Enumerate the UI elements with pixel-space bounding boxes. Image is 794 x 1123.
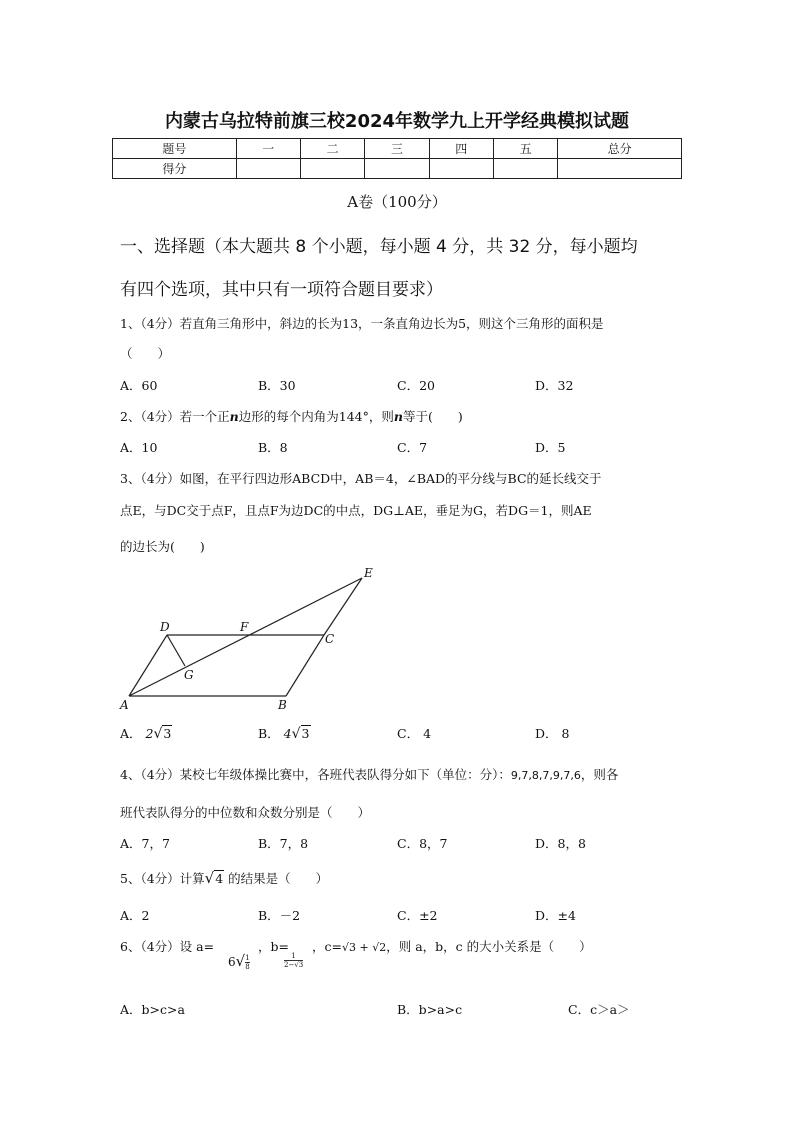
q3-option-c-value: 4 bbox=[423, 726, 432, 741]
q3-option-b-coef: 4 bbox=[283, 726, 292, 741]
q6-c-and-tail bbox=[312, 937, 592, 955]
q3-option-a bbox=[120, 724, 172, 742]
q6-a-fraction bbox=[245, 954, 249, 971]
q3-option-a-coef: 2 bbox=[145, 726, 154, 741]
q6-option-c: C．c＞a＞ bbox=[568, 1002, 630, 1017]
q4-option-a: A．7，7 bbox=[120, 836, 170, 851]
q1-option-d: D．32 bbox=[535, 378, 574, 393]
score-cell[interactable] bbox=[429, 159, 493, 179]
q5-option-a: A．2 bbox=[120, 908, 150, 923]
segment-ce bbox=[324, 578, 362, 635]
exam-title: 内蒙古乌拉特前旗三校2024年数学九上开学经典模拟试题 bbox=[164, 111, 630, 132]
q3-option-d-value: 8 bbox=[561, 726, 570, 741]
q3-option-a-radicand: 3 bbox=[163, 726, 172, 741]
score-header-cell: 一 bbox=[236, 139, 300, 159]
score-table-header-row bbox=[113, 139, 682, 159]
q6-a-coefficient: 6 bbox=[228, 955, 236, 969]
point-label-e: E bbox=[364, 566, 373, 580]
score-header-cell: 题号 bbox=[113, 139, 237, 159]
score-header-cell: 五 bbox=[493, 139, 557, 159]
score-row-label: 得分 bbox=[113, 159, 237, 179]
q4-text-pre: 4、（4分）某校七年级体操比赛中，各班代表队得分如下（单位：分）： bbox=[120, 767, 511, 782]
question-3-text-cont2: 的边长为( ) bbox=[120, 539, 205, 554]
q6-a-numerator: 1 bbox=[245, 954, 250, 962]
q5-option-c: C．±2 bbox=[397, 908, 438, 923]
question-3-text-cont: 点E，与DC交于点F，且点F为边DC的中点，DG⊥AE，垂足为G，若DG＝1，则AE bbox=[120, 503, 592, 518]
q4-text-post: ，则各 bbox=[580, 767, 619, 782]
q5-radicand: 4 bbox=[215, 871, 224, 886]
q2-option-b: B．8 bbox=[258, 440, 288, 455]
q5-option-b: B．－2 bbox=[258, 908, 301, 923]
q1-option-c: C．20 bbox=[397, 378, 435, 393]
score-cell[interactable] bbox=[558, 159, 682, 179]
question-4-text bbox=[120, 765, 618, 783]
parallelogram-figure bbox=[110, 560, 390, 720]
score-cell[interactable] bbox=[300, 159, 364, 179]
q6-a-denominator: 8 bbox=[245, 963, 250, 971]
q4-option-b: B．7，8 bbox=[258, 836, 309, 851]
q2-option-c: C．7 bbox=[397, 440, 428, 455]
q3-option-b-radicand: 3 bbox=[301, 726, 310, 741]
score-cell[interactable] bbox=[236, 159, 300, 179]
radical-sign-icon: √ bbox=[153, 726, 163, 742]
score-table-score-row bbox=[113, 159, 682, 179]
section-heading-line1: 一、选择题（本大题共 8 个小题，每小题 4 分，共 32 分，每小题均 bbox=[120, 237, 638, 257]
score-cell[interactable] bbox=[365, 159, 429, 179]
question-1-text-cont: （ ） bbox=[120, 346, 171, 361]
segment-bc bbox=[286, 635, 324, 696]
q5-text-pre: 5、（4分）计算 bbox=[120, 871, 205, 886]
q6-c-label: ，c= bbox=[312, 939, 342, 954]
volume-heading: A卷（100分） bbox=[347, 193, 447, 211]
section-heading-line2: 有四个选项，其中只有一项符合题目要求） bbox=[120, 280, 443, 300]
q6-option-b: B．b>a>c bbox=[397, 1002, 463, 1017]
q4-option-c: C．8，7 bbox=[397, 836, 448, 851]
q1-option-b: B．30 bbox=[258, 378, 296, 393]
q6-b-label: ，b= bbox=[258, 939, 289, 954]
q2-option-d: D．5 bbox=[535, 440, 566, 455]
q2-option-a: A．10 bbox=[120, 440, 158, 455]
q6-option-a: A．b>c>a bbox=[120, 1002, 185, 1017]
q3-option-a-letter: A． bbox=[120, 726, 142, 741]
q6-b-fraction bbox=[284, 950, 303, 969]
radical-sign-icon: √ bbox=[291, 726, 301, 742]
q6-a-expression bbox=[228, 952, 250, 971]
q2-variable-n: n bbox=[393, 409, 403, 424]
question-3-text: 3、（4分）如图，在平行四边形ABCD中，AB＝4，∠BAD的平分线与BC的延长线交于 bbox=[120, 471, 602, 486]
q3-option-d bbox=[535, 724, 569, 742]
score-header-cell: 四 bbox=[429, 139, 493, 159]
q6-b-numerator: 1 bbox=[291, 952, 296, 960]
question-1-text: 1、（4分）若直角三角形中，斜边的长为13，一条直角边长为5，则这个三角形的面积是 bbox=[120, 316, 604, 331]
question-5-text bbox=[120, 869, 328, 887]
q1-option-a: A．60 bbox=[120, 378, 158, 393]
question-2-text bbox=[120, 407, 463, 425]
point-label-g: G bbox=[184, 668, 194, 682]
question-6-text bbox=[120, 937, 214, 955]
q3-option-b-letter: B． bbox=[258, 726, 280, 741]
q6-text-pre: 6、（4分）设 a= bbox=[120, 939, 215, 954]
point-label-c: C bbox=[325, 632, 335, 646]
point-label-a: A bbox=[120, 698, 129, 712]
q4-option-d: D．8，8 bbox=[535, 836, 586, 851]
score-header-cell: 二 bbox=[300, 139, 364, 159]
question-4-text-cont: 班代表队得分的中位数和众数分别是（ ） bbox=[120, 805, 371, 820]
radical-sign-icon: √ bbox=[235, 952, 246, 970]
score-table bbox=[112, 138, 682, 179]
q3-option-d-letter: D． bbox=[535, 726, 558, 741]
q2-text-post: 等于( ) bbox=[402, 409, 463, 424]
q3-option-c-letter: C． bbox=[397, 726, 420, 741]
q3-option-b bbox=[258, 724, 311, 742]
q6-b-denominator: 2−√3 bbox=[284, 961, 304, 969]
score-cell[interactable] bbox=[493, 159, 557, 179]
radical-sign-icon: √ bbox=[204, 869, 215, 887]
segment-dg bbox=[167, 635, 185, 666]
q6-text-post: ，则 a，b，c 的大小关系是（ ） bbox=[386, 939, 592, 954]
score-header-cell: 三 bbox=[365, 139, 429, 159]
point-label-f: F bbox=[240, 620, 249, 634]
q4-score-data: 9,7,8,7,9,7,6 bbox=[510, 769, 581, 782]
q2-text-pre: 2、（4分）若一个正 bbox=[120, 409, 230, 424]
q2-text-mid: 边形的每个内角为144°，则 bbox=[238, 409, 394, 424]
q5-text-post: 的结果是（ ） bbox=[228, 871, 329, 886]
point-label-d: D bbox=[160, 620, 170, 634]
q6-c-expression: √3 + √2 bbox=[341, 941, 387, 954]
q2-variable-n: n bbox=[229, 409, 239, 424]
q5-option-d: D．±4 bbox=[535, 908, 576, 923]
score-header-cell: 总分 bbox=[558, 139, 682, 159]
q3-option-c bbox=[397, 724, 431, 742]
point-label-b: B bbox=[278, 698, 287, 712]
q6-b-fraction-body bbox=[284, 952, 303, 969]
